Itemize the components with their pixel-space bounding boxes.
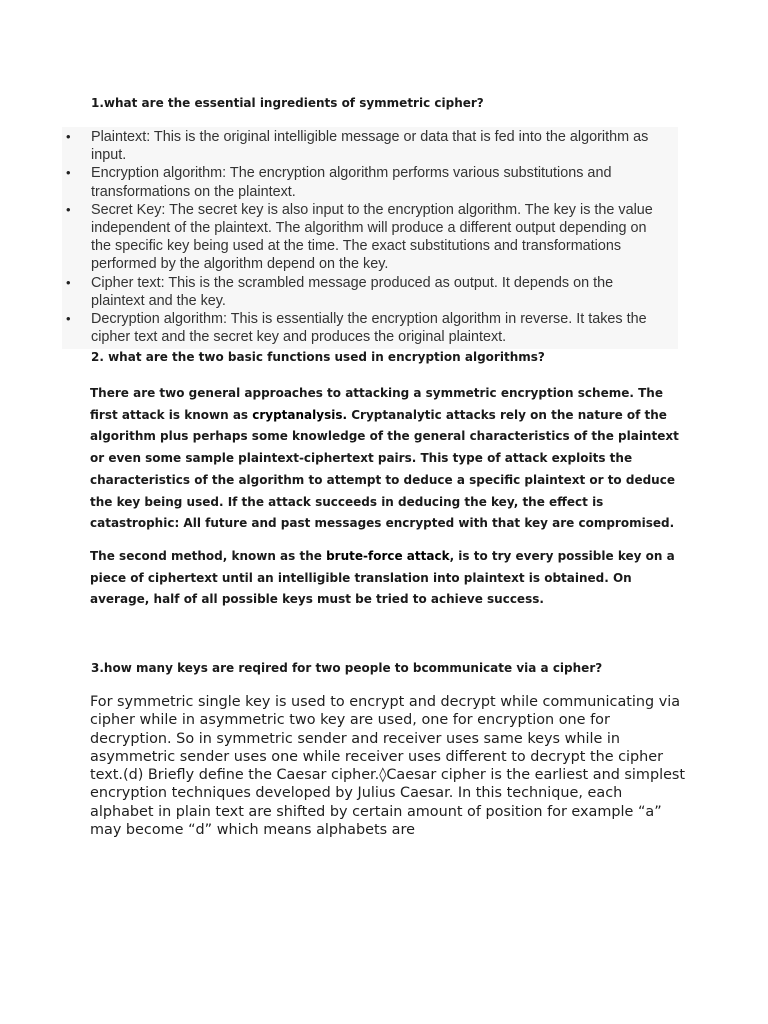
list-item: [62, 164, 678, 200]
bullet-icon: •: [66, 201, 71, 217]
list-item: [62, 201, 678, 274]
list-item-text: Secret Key: The secret key is also input to the encryption algorithm. The key is the value independent of the plaintext. The algorithm will produce a different output depending on the specific key being used at the time. The exact substitutions and transformations performed by the algorithm depend on the key.: [91, 201, 653, 273]
ingredients-box: [62, 127, 678, 349]
list-item-text: Plaintext: This is the original intelligible message or data that is fed into the algorithm as input.: [91, 129, 649, 164]
question-3-heading: 3.how many keys are reqired for two people to bcommunicate via a cipher?: [91, 661, 603, 675]
list-item: [62, 128, 678, 164]
paragraph-text: , is to try every possible key on a piece of ciphertext until an intelligible translation into plaintext is obtained. On average, half of all possible keys must be tried to achieve success.: [90, 549, 675, 607]
question-1-heading: 1.what are the essential ingredients of symmetric cipher?: [91, 96, 484, 110]
list-item: [62, 274, 678, 310]
list-item-text: Decryption algorithm: This is essentially the encryption algorithm in reverse. It takes the cipher text and the secret key and produces the original plaintext.: [91, 311, 647, 346]
ingredients-list: [62, 128, 678, 346]
bullet-icon: •: [66, 129, 71, 144]
term-cryptanalysis: cryptanalysis.: [252, 407, 348, 422]
question-2-heading: 2. what are the two basic functions used in encryption algorithms?: [91, 350, 545, 364]
list-item: [62, 310, 678, 346]
answer-3-text: For symmetric single key is used to encrypt and decrypt while communicating via cipher while in asymmetric two key are used, one for encryption one for decryption. So in symmetric sender and receiver uses same keys while in asymmetric sender uses one while receiver uses different to decrypt the cipher text.(d) Briefly define the Caesar cipher.◊Caesar cipher is the earliest and simplest encryption techniques developed by Julius Caesar. In this technique, each alphabet in plain text are shifted by certain amount of position for example “a” may become “d” which means alphabets are: [90, 694, 686, 839]
cryptanalysis-paragraph: [90, 383, 690, 535]
paragraph-text: Cryptanalytic attacks rely on the nature of the algorithm plus perhaps some knowledge of the general characteristics of the plaintext or even some sample plaintext-ciphertext pairs. This type of attack exploits the characteristics of the algorithm to attempt to deduce a specific plaintext or to deduce the key being used. If the attack succeeds in deducing the key, the effect is catastrophic: All future and past messages encrypted with that key are compromised.: [90, 407, 679, 531]
brute-force-paragraph: [90, 546, 690, 611]
term-brute-force-attack: brute-force attack: [326, 549, 450, 563]
bullet-icon: •: [66, 311, 71, 327]
list-item-text: Encryption algorithm: The encryption algorithm performs various substitutions and transformations on the plaintext.: [91, 165, 612, 200]
bullet-icon: •: [66, 274, 71, 290]
paragraph-text: There are two general approaches to attacking a symmetric encryption scheme. The first attack is known as: [90, 386, 663, 422]
paragraph-text: The second method, known as the: [90, 549, 327, 563]
bullet-icon: •: [66, 165, 71, 181]
list-item-text: Cipher text: This is the scrambled message produced as output. It depends on the plaintext and the key.: [91, 274, 614, 309]
